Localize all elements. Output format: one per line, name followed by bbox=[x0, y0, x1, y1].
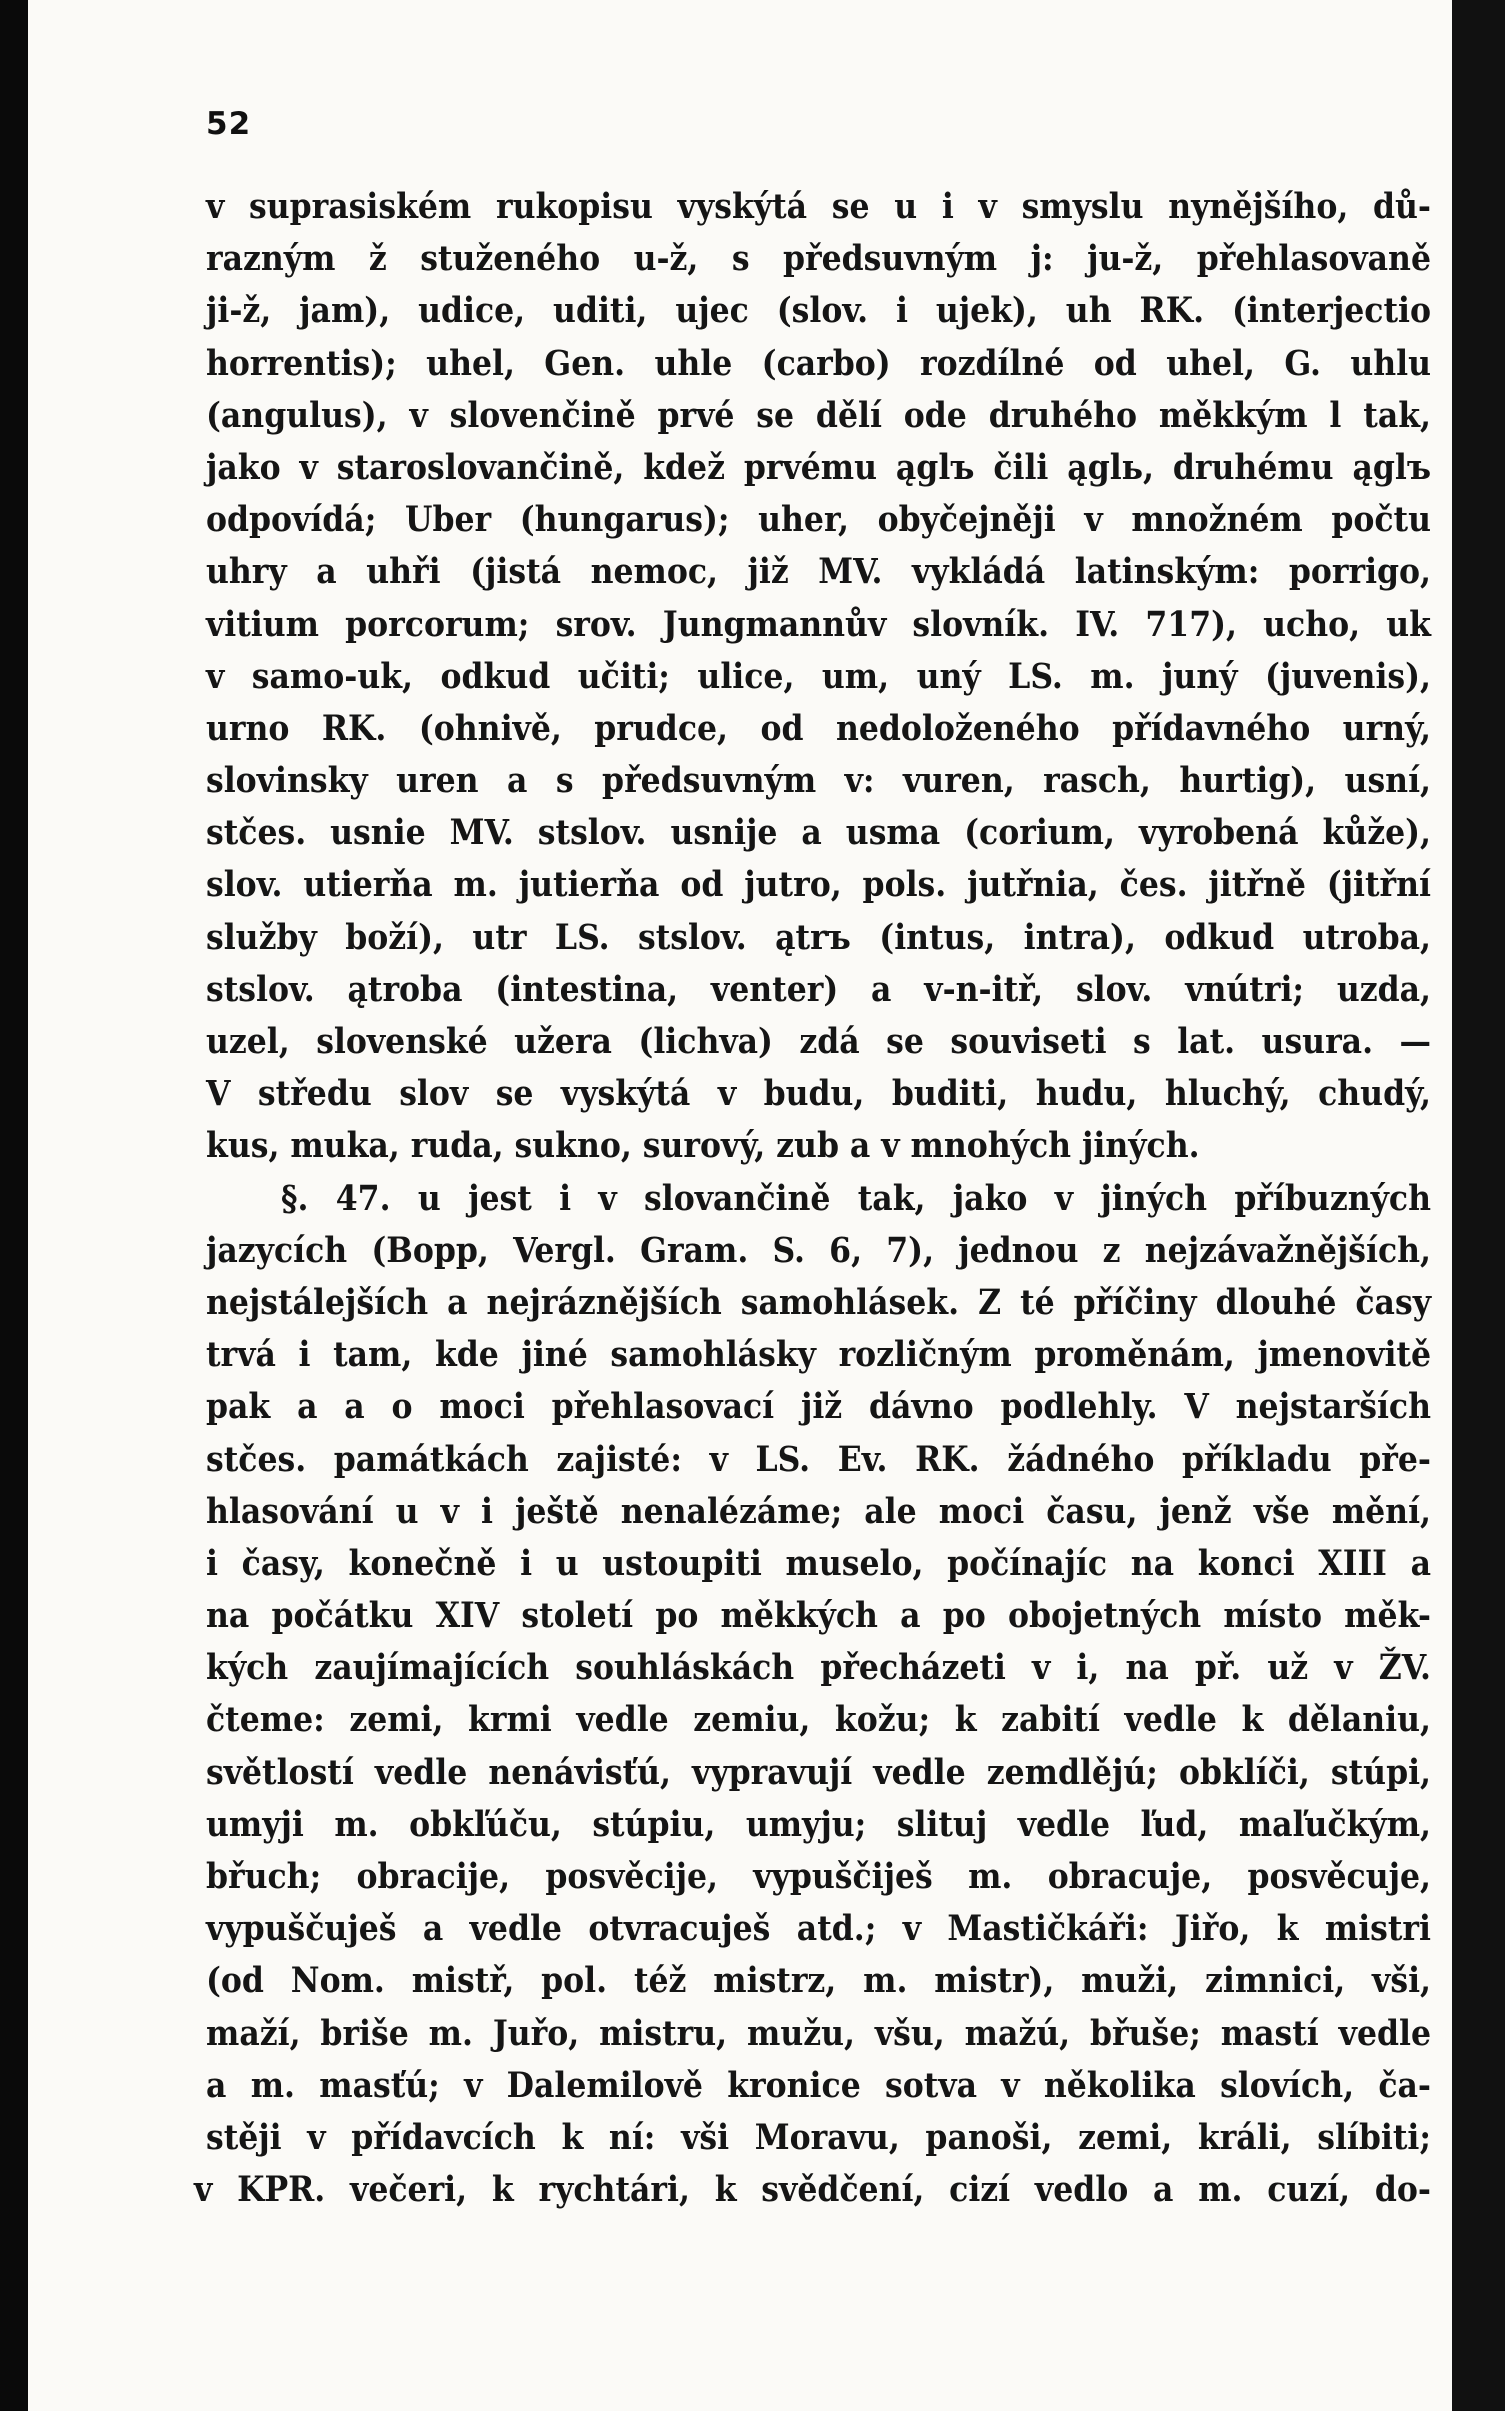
text-line: na počátku XIV století po měkkých a po obojetných místo měk- bbox=[206, 1595, 1431, 1637]
body-text bbox=[194, 181, 1431, 2216]
text-line: (angulus), v slovenčině prvé se dělí ode druhého měkkým l tak, bbox=[206, 394, 1431, 436]
text-line: v suprasiském rukopisu vyskýtá se u i v smyslu nynějšího, dů- bbox=[206, 186, 1431, 227]
text-line: jako v staroslovančině, kdež prvému ąglъ čili ąglь, druhému ąglъ bbox=[206, 446, 1431, 488]
text-line: kus, muka, ruda, sukno, surový, zub a v mnohých jiných. bbox=[206, 1125, 1200, 1167]
text-line: v samo-uk, odkud učiti; ulice, um, uný LS. m. juný (juvenis), bbox=[206, 655, 1431, 697]
text-line: stčes. památkách zajisté: v LS. Ev. RK. žádného příkladu pře- bbox=[206, 1438, 1431, 1480]
text-line: světlostí vedle nenávisťú, vypravují vedle zemdlějú; obklíči, stúpi, bbox=[206, 1751, 1431, 1793]
text-line: trvá i tam, kde jiné samohlásky rozličným proměnám, jmenovitě bbox=[206, 1334, 1431, 1376]
text-line: stěji v přídavcích k ní: vši Moravu, panoši, zemi, králi, slíbiti; bbox=[206, 2116, 1431, 2158]
text-line: nejstálejších a nejráznějších samohlásek. Z té příčiny dlouhé časy bbox=[206, 1281, 1431, 1323]
text-line: urno RK. (ohnivě, prudce, od nedoloženého přídavného urný, bbox=[206, 707, 1431, 749]
text-line: odpovídá; Uber (hungarus); uher, obyčejněji v množném počtu bbox=[206, 499, 1431, 541]
text-line: i časy, konečně i u ustoupiti muselo, počínajíc na konci XIII a bbox=[206, 1542, 1431, 1584]
text-line: uzel, slovenské užera (lichva) zdá se souviseti s lat. usura. — bbox=[206, 1021, 1431, 1062]
text-line: uhry a uhři (jistá nemoc, již MV. vykládá latinským: porrigo, bbox=[206, 551, 1431, 593]
text-line: pak a a o moci přehlasovací již dávno podlehly. V nejstarších bbox=[206, 1386, 1431, 1428]
text-line: slov. utierňa m. jutierňa od jutro, pols. jutřnia, čes. jitřně (jitřní bbox=[206, 864, 1431, 906]
text-line: služby boží), utr LS. stslov. ątrъ (intus, intra), odkud utroba, bbox=[206, 916, 1431, 958]
text-line: hlasování u v i ještě nenalézáme; ale moci času, jenž vše mění, bbox=[206, 1490, 1431, 1532]
text-line: kých zaujímajících souhláskách přecházeti v i, na př. už v ŽV. bbox=[206, 1647, 1431, 1689]
text-line: v KPR. večeri, k rychtári, k svědčení, cizí vedlo a m. cuzí, do- bbox=[194, 2169, 1431, 2211]
text-line: maží, briše m. Juřo, mistru, mužu, všu, mažú, břuše; mastí vedle bbox=[206, 2012, 1431, 2054]
text-line: jazycích (Bopp, Vergl. Gram. S. 6, 7), jednou z nejzávažnějších, bbox=[206, 1229, 1431, 1271]
text-line: ji-ž, jam), udice, uditi, ujec (slov. i ujek), uh RK. (interjectio bbox=[206, 290, 1431, 332]
scan-border bbox=[1452, 0, 1505, 2411]
text-line: horrentis); uhel, Gen. uhle (carbo) rozdílné od uhel, G. uhlu bbox=[206, 342, 1431, 384]
text-line: razným ž stuženého u-ž, s předsuvným j: ju-ž, přehlasovaně bbox=[206, 238, 1431, 280]
section-start-line: §. 47. u jest i v slovančině tak, jako v jiných příbuzných bbox=[281, 1177, 1431, 1219]
text-line: vypuščuješ a vedle otvracuješ atd.; v Mastičkáři: Jiřo, k mistri bbox=[206, 1908, 1431, 1950]
text-line: a m. masťú; v Dalemilově kronice sotva v několika slovích, ča- bbox=[206, 2064, 1431, 2106]
text-line: stčes. usnie MV. stslov. usnije a usma (corium, vyrobená kůže), bbox=[206, 812, 1431, 854]
text-line: umyji m. obkľúču, stúpiu, umyju; slituj vedle ľud, maľučkým, bbox=[206, 1803, 1431, 1845]
page-number: 52 bbox=[206, 106, 252, 142]
text-line: slovinsky uren a s předsuvným v: vuren, rasch, hurtig), usní, bbox=[206, 760, 1431, 802]
text-line: (od Nom. mistř, pol. též mistrz, m. mistr), muži, zimnici, vši, bbox=[206, 1960, 1431, 2002]
text-line: vitium porcorum; srov. Jungmannův slovník. IV. 717), ucho, uk bbox=[206, 603, 1431, 645]
text-line: břuch; obracije, posvěcije, vypuščiješ m. obracuje, posvěcuje, bbox=[206, 1856, 1431, 1897]
text-line: V středu slov se vyskýtá v budu, buditi, hudu, hluchý, chudý, bbox=[206, 1073, 1431, 1115]
book-page bbox=[28, 0, 1452, 2411]
text-line: čteme: zemi, krmi vedle zemiu, kožu; k zabití vedle k dělaniu, bbox=[206, 1699, 1431, 1741]
text-line: stslov. ątroba (intestina, venter) a v-n-itř, slov. vnútri; uzda, bbox=[206, 968, 1431, 1010]
